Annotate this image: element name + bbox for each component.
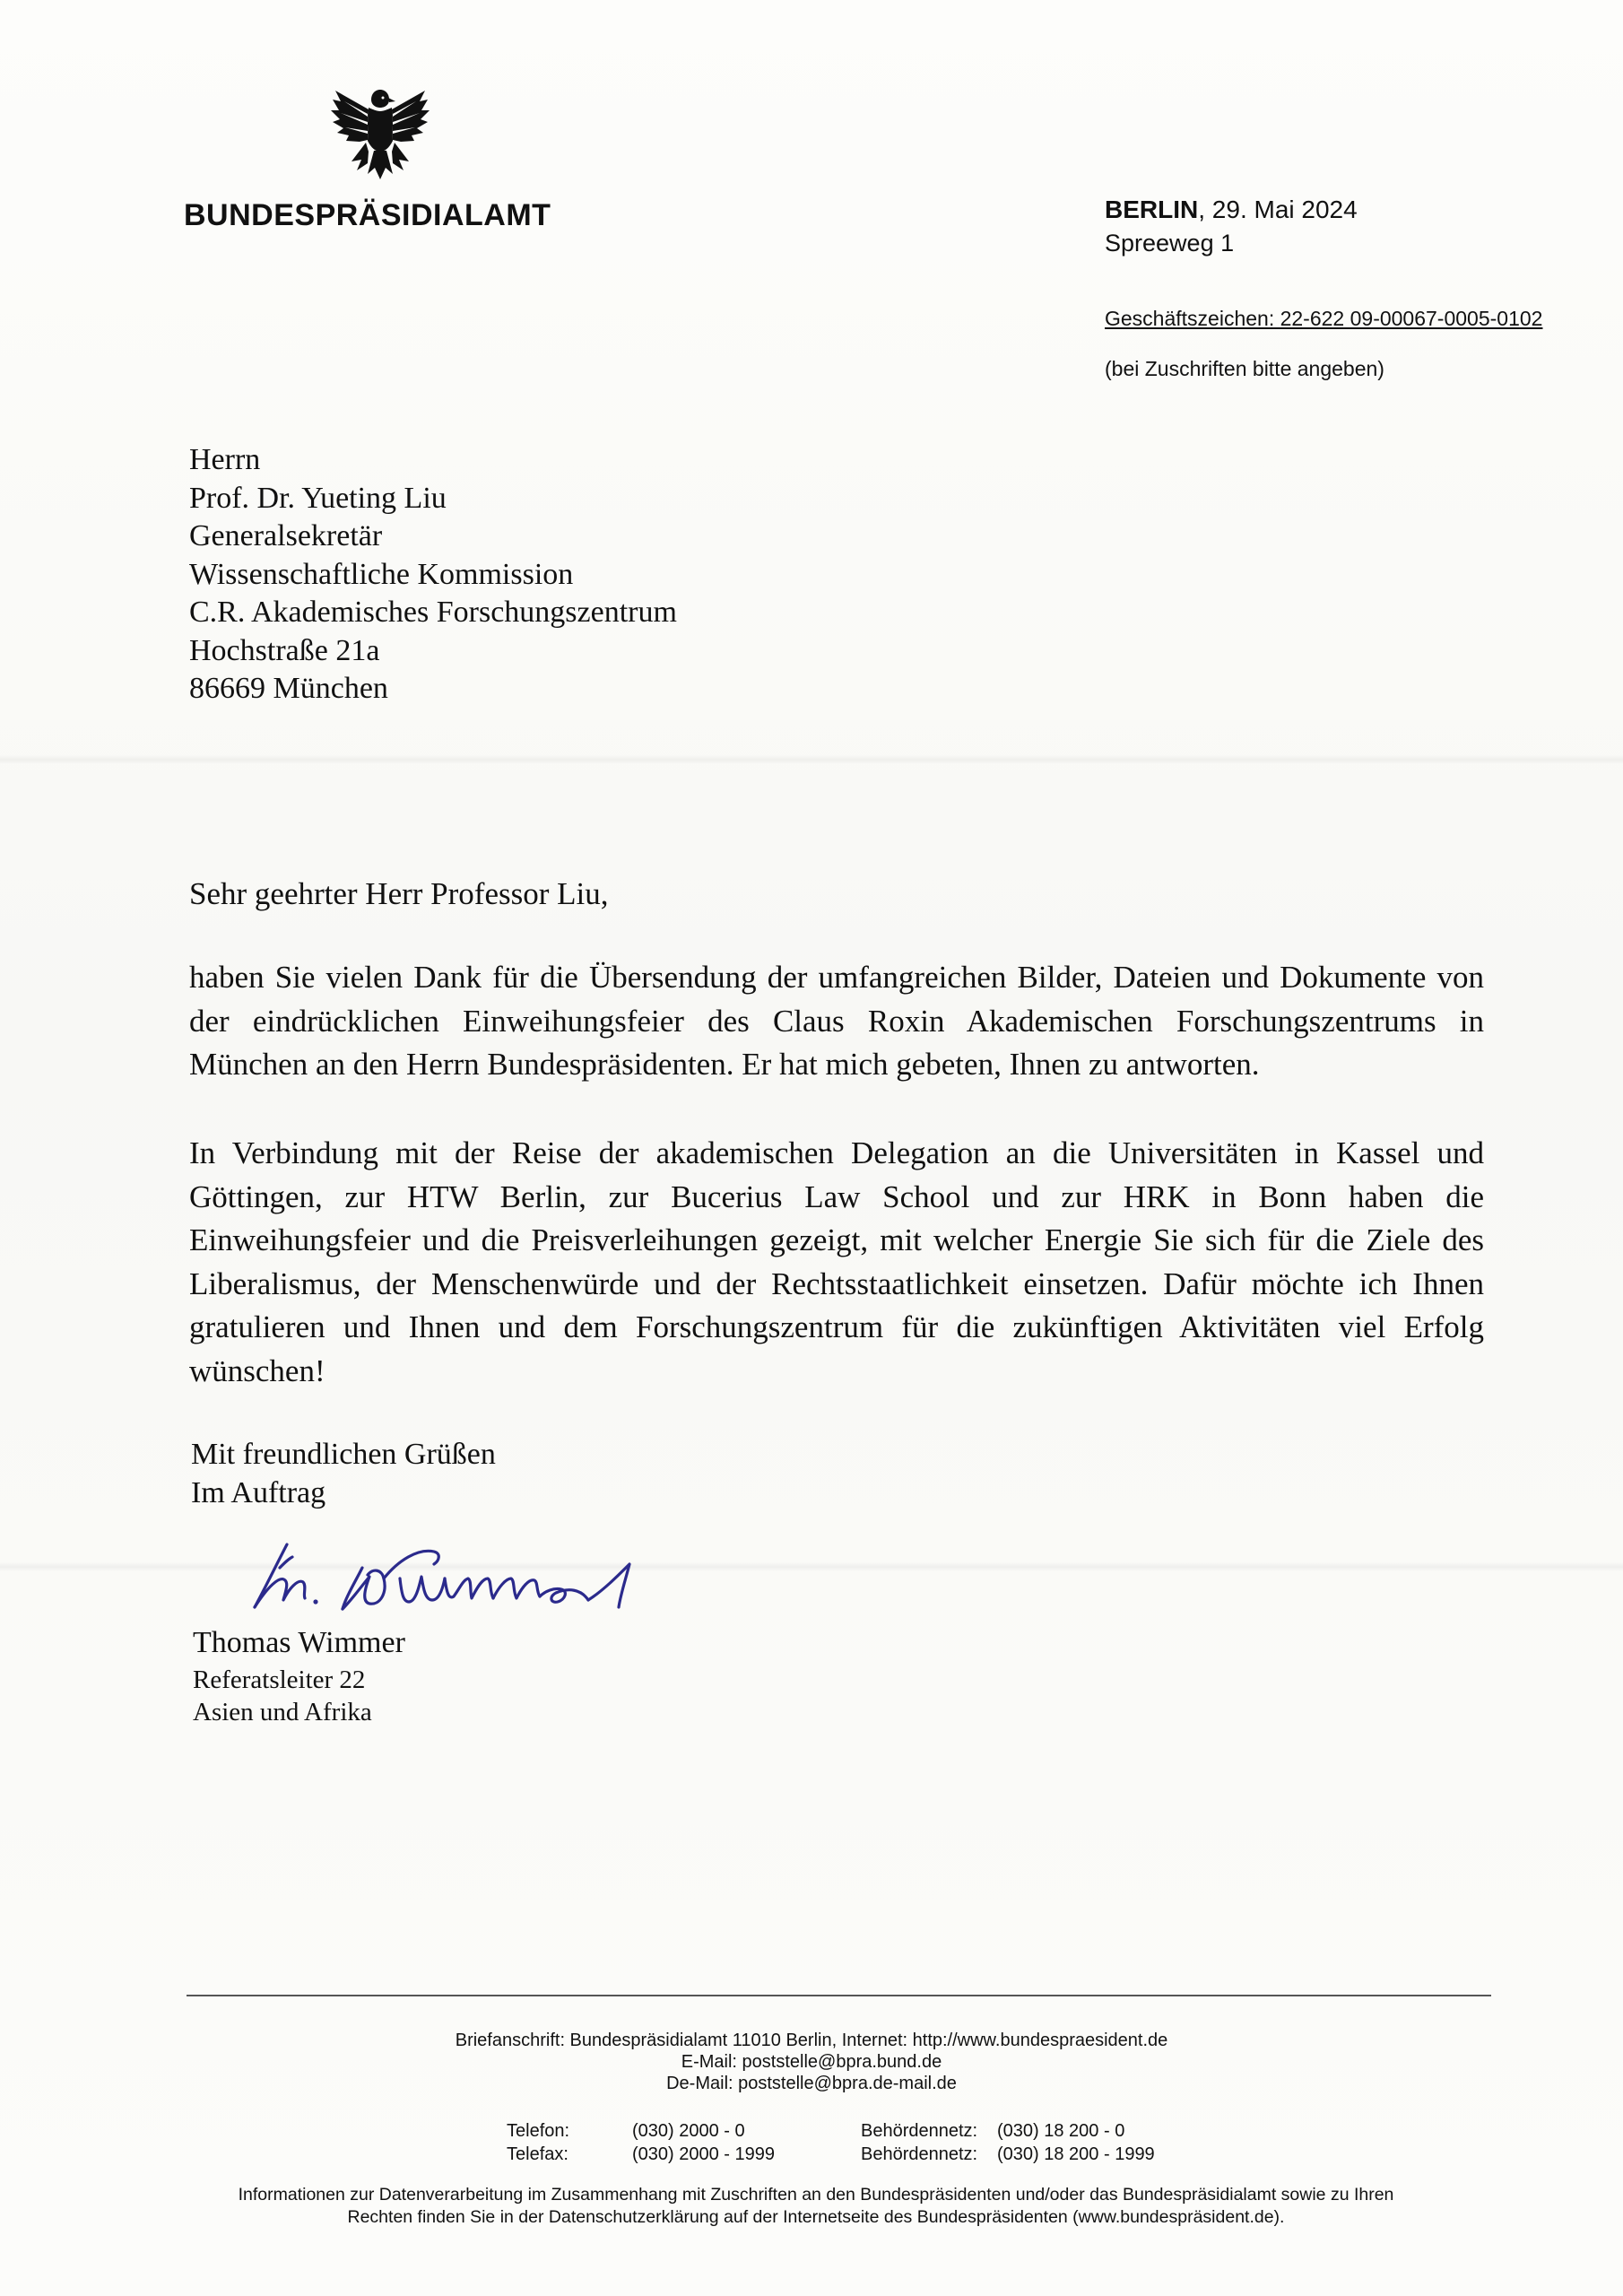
privacy-notice: Informationen zur Datenverarbeitung im Zusammenhang mit Zuschriften an den Bundespräsidenten und/oder das Bundespräsidialamt sowie zu Ihren [238, 2185, 1394, 2205]
reference-note: (bei Zuschriften bitte angeben) [1105, 357, 1384, 380]
phone-number: (030) 2000 - 0 [632, 2121, 745, 2141]
address-line: Hochstraße 21a [189, 633, 380, 667]
footer-email: E-Mail: poststelle@bpra.bund.de [681, 2052, 942, 2072]
network-fax-number: (030) 18 200 - 1999 [997, 2144, 1155, 2164]
network-label: Behördennetz: [861, 2144, 978, 2164]
address-line: 86669 München [189, 672, 388, 705]
place-date [1105, 196, 1358, 224]
phone-label: Telefon: [507, 2121, 570, 2141]
organization-name: BUNDESPRÄSIDIALAMT [184, 198, 551, 232]
fax-label: Telefax: [507, 2144, 568, 2164]
city-name: BERLIN [1105, 196, 1199, 223]
address-line: Prof. Dr. Yueting Liu [189, 481, 447, 515]
footer-postal-address: Briefanschrift: Bundespräsidialamt 11010 Berlin, Internet: http://www.bundespraesident.de [455, 2031, 1168, 2050]
privacy-notice: Rechten finden Sie in der Datenschutzerklärung auf der Internetseite des Bundespräsidenten (www.bundespräsident.de). [347, 2207, 1285, 2227]
address-line: Wissenschaftliche Kommission [189, 557, 574, 591]
salutation: Sehr geehrter Herr Professor Liu, [189, 876, 609, 911]
paper-fold-line [0, 755, 1623, 764]
letter-date: , 29. Mai 2024 [1198, 196, 1358, 223]
signer-department: Asien und Afrika [193, 1698, 372, 1726]
footer-divider [187, 1995, 1491, 1996]
address-line: Herrn [189, 443, 261, 476]
signer-name: Thomas Wimmer [193, 1626, 405, 1659]
paper-fold-line [0, 1562, 1623, 1571]
street-address: Spreeweg 1 [1105, 230, 1235, 257]
signer-title: Referatsleiter 22 [193, 1665, 366, 1694]
handwritten-signature [249, 1525, 769, 1623]
letter-paragraph: In Verbindung mit der Reise der akademischen Delegation an die Universitäten in Kassel und Göttingen, zur HTW Berlin, zur Bucerius Law School und zur HRK in Bonn haben die Einweihungsfeier und die Preisverleihungen gezeigt, mit welcher Energie Sie sich für die Ziele des Liberalismus, der Menschenwürde und der Rechtsstaatlichkeit einsetzen. Dafür möchte ich Ihnen gratulieren und Ihnen und dem Forschungszentrum für die zukünftigen Aktivitäten viel Erfolg wünschen! [189, 1135, 1484, 1388]
closing-phrase: Mit freundlichen Grüßen [191, 1438, 496, 1471]
reference-number: Geschäftszeichen: 22-622 09-00067-0005-0102 [1105, 307, 1543, 330]
address-line: Generalsekretär [189, 519, 383, 552]
letter-paragraph: haben Sie vielen Dank für die Übersendung der umfangreichen Bilder, Dateien und Dokumente von der eindrücklichen Einweihungsfeier des Claus Roxin Akademischen Forschungszentrums in München an den Herrn Bundespräsidenten. Er hat mich gebeten, Ihnen zu antworten. [189, 960, 1484, 1082]
network-label: Behördennetz: [861, 2121, 978, 2141]
footer-demail: De-Mail: poststelle@bpra.de-mail.de [666, 2074, 957, 2093]
closing-block [191, 1435, 496, 1512]
federal-eagle-icon [326, 86, 434, 185]
fax-number: (030) 2000 - 1999 [632, 2144, 776, 2164]
recipient-address [189, 441, 677, 709]
closing-note: Im Auftrag [191, 1476, 326, 1509]
network-phone-number: (030) 18 200 - 0 [997, 2121, 1125, 2141]
address-line: C.R. Akademisches Forschungszentrum [189, 596, 677, 629]
